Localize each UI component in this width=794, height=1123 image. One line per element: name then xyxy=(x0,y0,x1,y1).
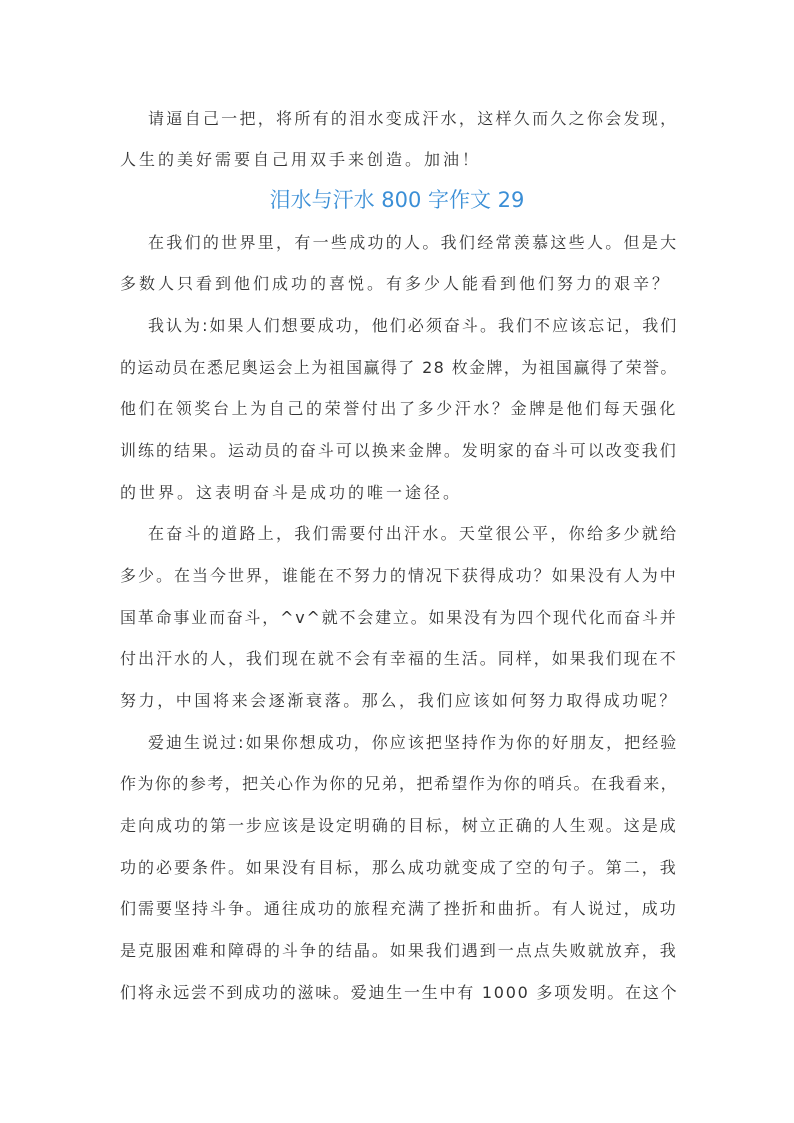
paragraph-line: 我认为:如果人们想要成功，他们必须奋斗。我们不应该忘记，我们 xyxy=(148,316,679,335)
paragraph-line: 功的必要条件。如果没有目标，那么成功就变成了空的句子。第二，我 xyxy=(120,858,678,877)
paragraph-line: 们需要坚持斗争。通往成功的旅程充满了挫折和曲折。有人说过，成功 xyxy=(120,899,678,918)
paragraph-line: 在奋斗的道路上，我们需要付出汗水。天堂很公平，你给多少就给 xyxy=(148,524,679,543)
paragraph-line: 努力，中国将来会逐渐衰落。那么，我们应该如何努力取得成功呢？ xyxy=(120,691,679,710)
paragraph-line: 多少。在当今世界，谁能在不努力的情况下获得成功？如果没有人为中 xyxy=(120,566,678,585)
paragraph-line: 们将永远尝不到成功的滋味。爱迪生一生中有 1000 多项发明。在这个 xyxy=(120,983,679,1002)
paragraph-line: 训练的结果。运动员的奋斗可以换来金牌。发明家的奋斗可以改变我们 xyxy=(120,441,678,460)
intro-line: 人生的美好需要自己用双手来创造。加油！ xyxy=(120,150,482,169)
intro-line: 请逼自己一把，将所有的泪水变成汗水，这样久而久之你会发现， xyxy=(148,109,679,128)
paragraph-line: 多数人只看到他们成功的喜悦。有多少人能看到他们努力的艰辛？ xyxy=(120,274,672,293)
paragraph-line: 的运动员在悉尼奥运会上为祖国赢得了 28 枚金牌，为祖国赢得了荣誉。 xyxy=(120,358,678,377)
paragraph-line: 付出汗水的人，我们现在就不会有幸福的生活。同样，如果我们现在不 xyxy=(120,649,678,668)
paragraph-line: 作为你的参考，把关心作为你的兄弟，把希望作为你的哨兵。在我看来， xyxy=(120,774,679,793)
paragraph-line: 爱迪生说过:如果你想成功，你应该把坚持作为你的好朋友，把经验 xyxy=(148,733,679,752)
paragraph-line: 国革命事业而奋斗，^v^就不会建立。如果没有为四个现代化而奋斗并 xyxy=(120,608,678,627)
paragraph-line: 在我们的世界里，有一些成功的人。我们经常羡慕这些人。但是大 xyxy=(148,233,679,252)
paragraph-line: 他们在领奖台上为自己的荣誉付出了多少汗水？金牌是他们每天强化 xyxy=(120,399,679,418)
paragraph-line: 的世界。这表明奋斗是成功的唯一途径。 xyxy=(120,483,463,502)
essay-title: 泪水与汗水 800 字作文 29 xyxy=(269,188,525,212)
paragraph-line: 是克服困难和障碍的斗争的结晶。如果我们遇到一点点失败就放弃，我 xyxy=(120,941,678,960)
paragraph-line: 走向成功的第一步应该是设定明确的目标，树立正确的人生观。这是成 xyxy=(120,816,678,835)
